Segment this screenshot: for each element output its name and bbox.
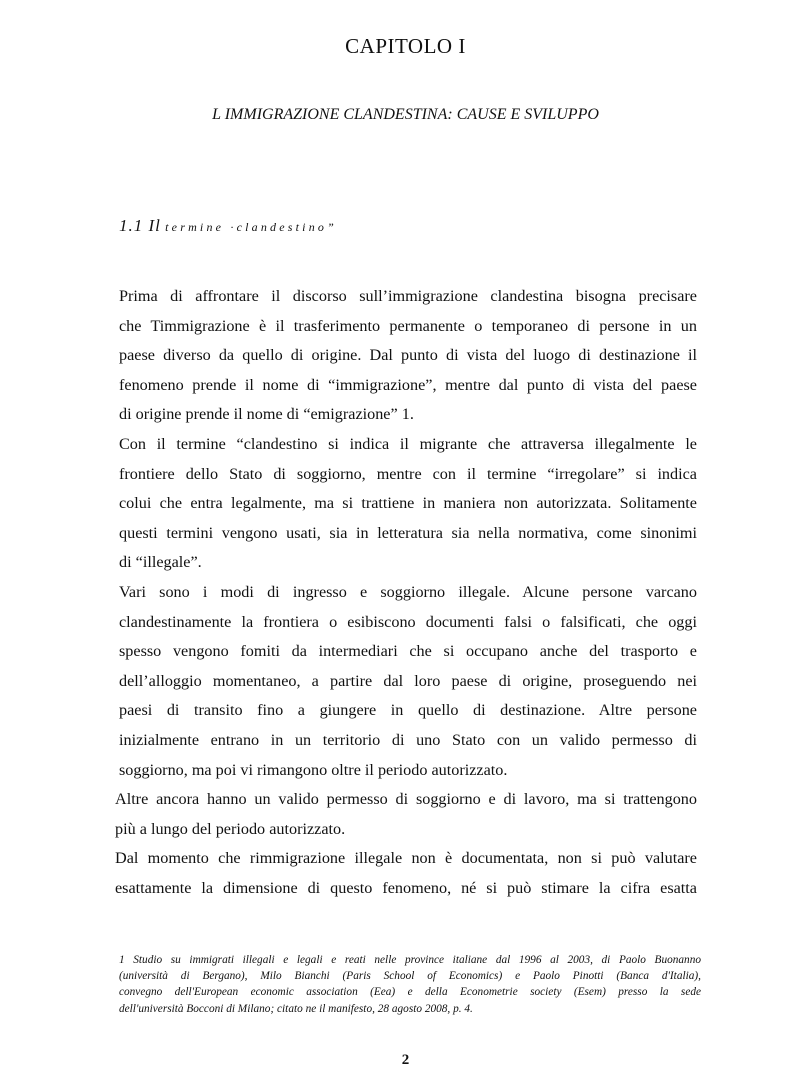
body-line: inizialmente entrano in un territorio di uno Stato con un valido permesso di xyxy=(119,730,697,749)
body-line: che Timmigrazione è il trasferimento permanente o temporaneo di persone in un xyxy=(119,316,697,335)
footnote-line: (università di Bergano), Milo Bianchi (Paris School of Economics) e Paolo Pinotti (Banca d'Italia), xyxy=(119,970,701,983)
body-text xyxy=(115,282,697,903)
chapter-title: CAPITOLO I xyxy=(345,34,466,58)
body-line: Prima di affrontare il discorso sull’immigrazione clandestina bisogna precisare xyxy=(119,287,697,305)
body-line: dell’alloggio momentaneo, a partire dal loro paese di origine, proseguendo nei xyxy=(119,671,697,690)
body-line: Dal momento che rimmigrazione illegale non è documentata, non si può valutare xyxy=(115,849,697,868)
body-line: clandestinamente la frontiera o esibiscono documenti falsi o falsificati, che oggi xyxy=(119,612,697,631)
section-heading xyxy=(119,216,337,236)
body-line: spesso vengono fomiti da intermediari che si occupano anche del trasporto e xyxy=(119,642,697,661)
body-line: paese diverso da quello di origine. Dal punto di vista del luogo di destinazione il xyxy=(119,346,697,365)
footnote-line: dell'università Bocconi di Milano; citato ne il manifesto, 28 agosto 2008, p. 4. xyxy=(119,1002,473,1015)
body-line: questi termini vengono usati, sia in letteratura sia nella normativa, come sinonimi xyxy=(119,523,697,542)
body-line: paesi di transito fino a giungere in quello di destinazione. Altre persone xyxy=(119,701,697,720)
body-line: Altre ancora hanno un valido permesso di soggiorno e di lavoro, ma si trattengono xyxy=(115,790,697,809)
section-title: termine ·clandestino” xyxy=(165,220,337,234)
footnote-line: convegno dell'European economic association (Eea) e della Econometrie society (Esem) presso la sede xyxy=(119,986,701,999)
body-line: colui che entra legalmente, ma si trattiene in maniera non autorizzata. Solitamente xyxy=(119,494,697,513)
body-line: Con il termine “clandestino si indica il migrante che attraversa illegalmente le xyxy=(119,434,697,453)
body-line: Vari sono i modi di ingresso e soggiorno illegale. Alcune persone varcano xyxy=(119,582,697,601)
body-line: fenomeno prende il nome di “immigrazione”, mentre dal punto di vista del paese xyxy=(119,375,697,394)
page-number: 2 xyxy=(401,1052,410,1068)
body-line: di origine prende il nome di “emigrazione” 1. xyxy=(119,405,414,424)
body-line: di “illegale”. xyxy=(119,553,202,572)
body-line: più a lungo del periodo autorizzato. xyxy=(115,819,346,838)
chapter-subtitle: L IMMIGRAZIONE CLANDESTINA: CAUSE E SVILUPPO xyxy=(212,106,599,123)
body-line: frontiere dello Stato di soggiorno, mentre con il termine “irregolare” si indica xyxy=(119,464,697,483)
body-line: soggiorno, ma poi vi rimangono oltre il periodo autorizzato. xyxy=(119,760,508,779)
footnote xyxy=(119,952,701,1017)
body-line: esattamente la dimensione di questo fenomeno, né si può stimare la cifra esatta xyxy=(115,878,697,897)
footnote-line: 1 Studio su immigrati illegali e legali e reati nelle province italiane dal 1996 al 2003, di Paolo Buonanno xyxy=(119,954,701,966)
section-number: 1.1 Il xyxy=(119,216,161,235)
